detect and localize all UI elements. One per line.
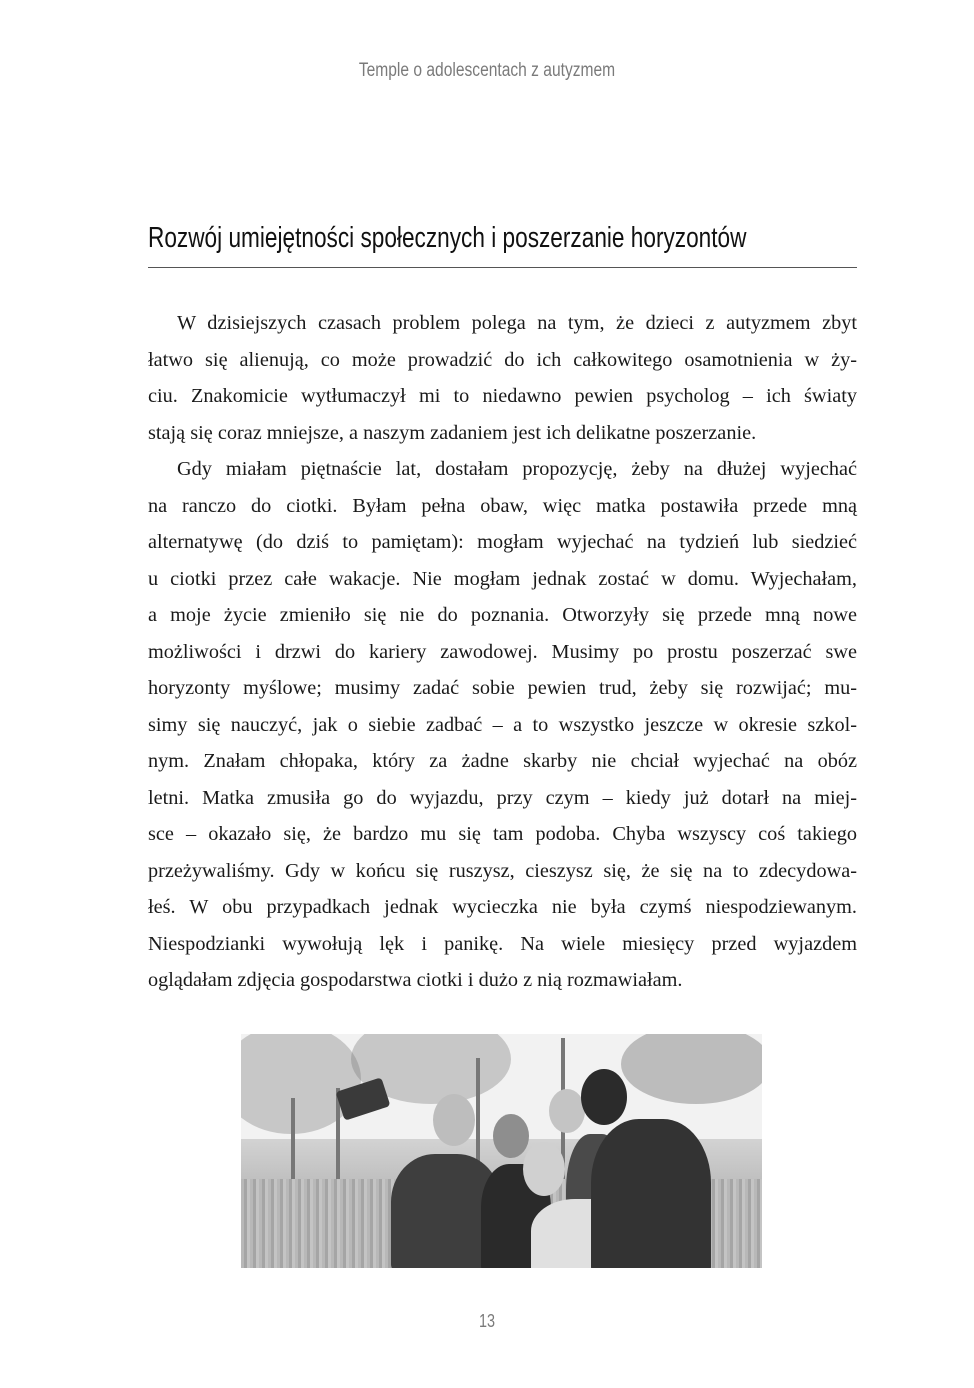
person-head [493,1114,529,1158]
page-number: 13 [478,1311,496,1331]
chapter-title: Rozwój umiejętności społecznych i poszerzanie horyzontów [148,222,747,254]
text-line: alternatywę (do dziś to pamiętam): mogłam wyjechać na tydzień lub siedzieć [148,531,857,553]
person-head [581,1069,627,1125]
text-line: łeś. W obu przypadkach jednak wycieczka nie była czymś niespodziewanym. [148,896,857,918]
text-line: stają się coraz mniejsze, a naszym zadaniem jest ich delikatne poszerzanie. [148,421,757,444]
person-head [433,1094,475,1146]
text-line: oglądałam zdjęcia gospodarstwa ciotki i dużo z nią rozmawiałam. [148,969,683,991]
text-line: W dzisiejszych czasach problem polega na tym, że dzieci z autyzmem zbyt [177,312,857,334]
text-line: u ciotki przez całe wakacje. Nie mogłam jednak zostać w domu. Wyjechałam, [148,567,857,590]
paragraph-2 [148,451,857,999]
person-head [523,1142,565,1196]
text-line: przeżywaliśmy. Gdy w końcu się ruszysz, cieszysz się, że się na to zdecydowa- [148,859,857,882]
title-divider [148,267,857,268]
text-line: nym. Znałam chłopaka, który za żadne skarby nie chciał wyjechać na obóz [148,750,857,772]
selfie-photo [241,1034,762,1268]
text-line: a moje życie zmieniło się nie do poznania. Otworzyły się przede mną nowe [148,604,857,626]
running-header: Temple o adolescentach z autyzmem [358,60,616,81]
person [591,1119,711,1268]
body-text [148,305,857,999]
text-line: horyzonty myślowe; musimy zadać sobie pewien trud, żeby się rozwijać; mu- [148,677,857,699]
person-head [549,1089,585,1133]
text-line: simy się nauczyć, jak o siebie zadbać – a to wszystko jeszcze w okresie szkol- [148,713,857,736]
text-line: letni. Matka zmusiła go do wyjazdu, przy czym – kiedy już dotarł na miej- [148,786,857,809]
text-line: Gdy miałam piętnaście lat, dostałam propozycję, żeby na dłużej wyjechać [177,458,857,480]
text-line: łatwo się alienują, co może prowadzić do ich całkowitego osamotnienia w ży- [148,348,857,371]
text-line: Niespodzianki wywołują lęk i panikę. Na wiele miesięcy przed wyjazdem [148,932,857,955]
text-line: ciu. Znakomicie wytłumaczył mi to niedawno pewien psycholog – ich światy [148,385,857,407]
paragraph-1 [148,305,857,451]
text-line: sce – okazało się, że bardzo mu się tam podoba. Chyba wszyscy coś takiego [148,823,857,845]
text-line: na ranczo do ciotki. Byłam pełna obaw, więc matka postawiła przede mną [148,494,857,517]
text-line: możliwości i drzwi do kariery zawodowej. Musimy po prostu poszerzać swe [148,640,857,663]
